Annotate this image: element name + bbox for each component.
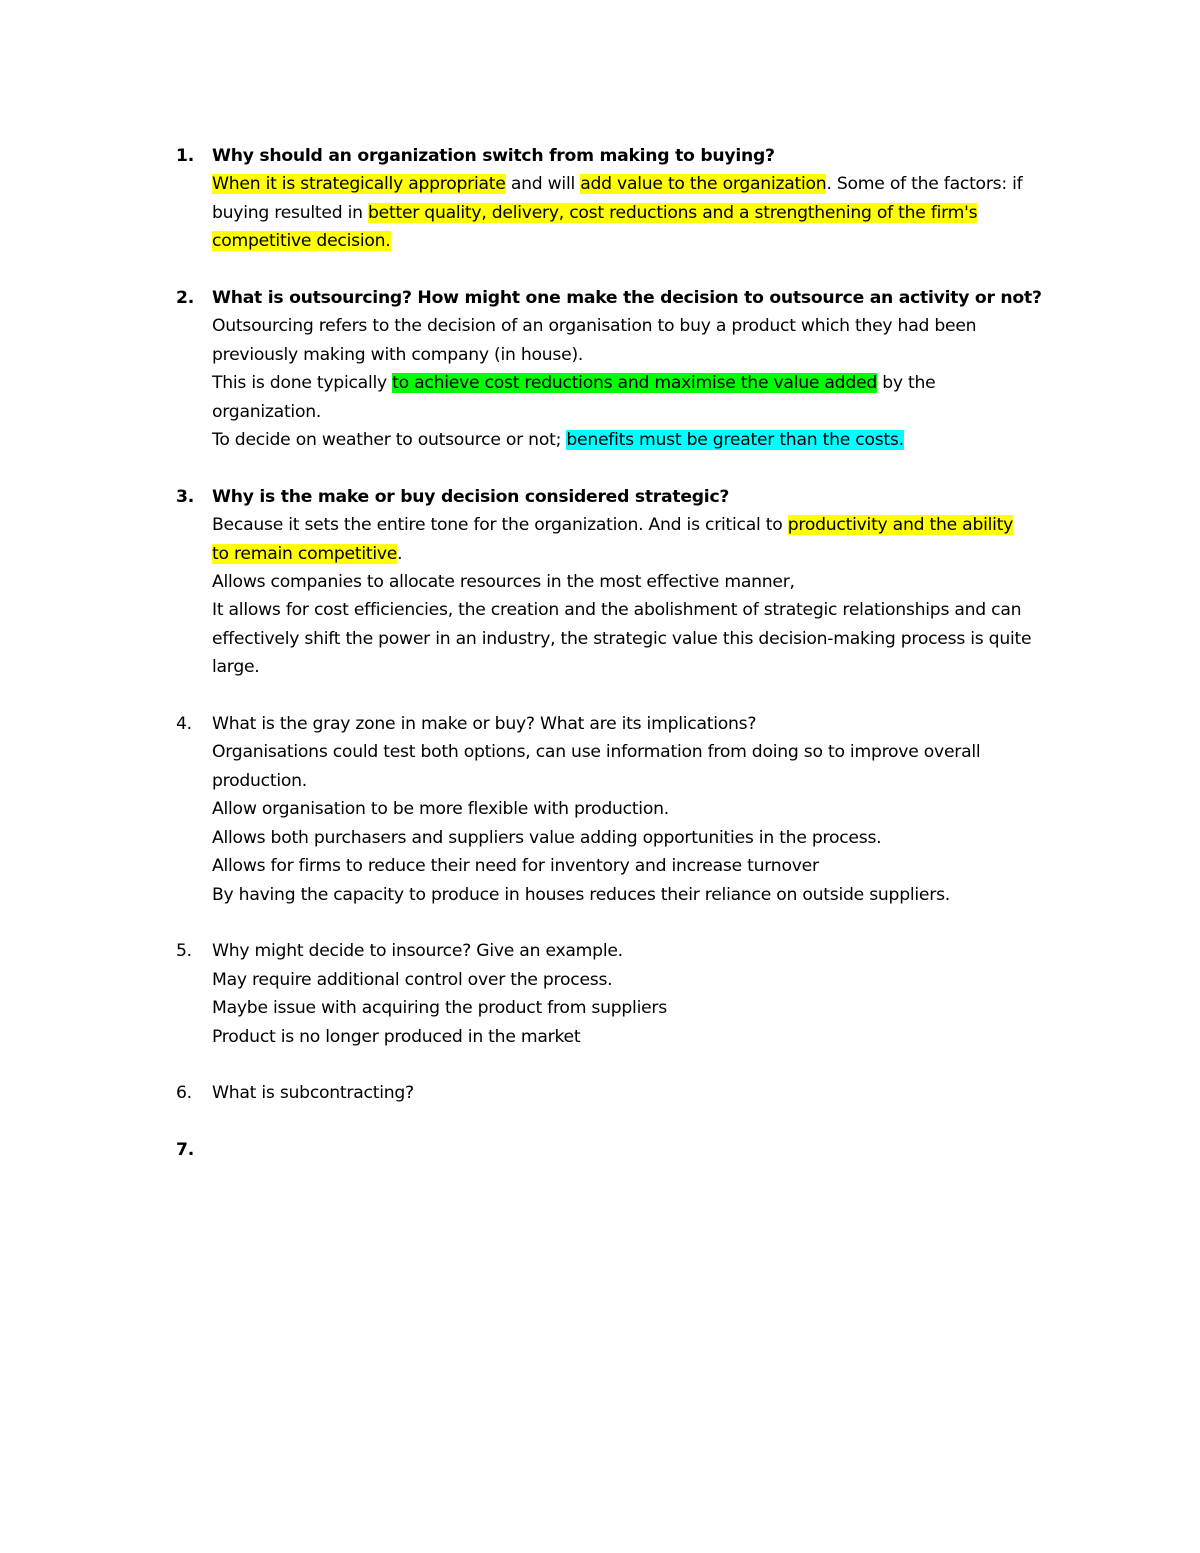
question-item-7 xyxy=(176,1136,1076,1164)
question-number: 7. xyxy=(176,1140,194,1161)
question-number: 4. xyxy=(176,714,192,735)
highlighted-text: productivity and the ability xyxy=(787,515,1014,536)
highlighted-text: to remain competitive xyxy=(212,543,398,564)
highlighted-text: When it is strategically appropriate xyxy=(212,174,506,195)
highlighted-text: better quality, delivery, cost reductions and a strengthening of the firm's xyxy=(367,202,978,223)
answer-line xyxy=(212,227,1076,255)
answer-line xyxy=(212,653,1076,681)
answer-line: Product is no longer produced in the market xyxy=(212,1026,581,1047)
answer-line xyxy=(212,426,1076,454)
answer-line: Organisations could test both options, can use information from doing so to improve overall xyxy=(212,742,981,763)
answer-line xyxy=(212,568,1076,596)
question-text: What is subcontracting? xyxy=(212,1083,414,1104)
question-number: 5. xyxy=(176,941,192,962)
highlighted-text: add value to the organization xyxy=(580,174,827,195)
answer-text: Because it sets the entire tone for the organization. And is critical to xyxy=(212,515,788,536)
question-item-1 xyxy=(176,142,1076,256)
answer-text: Outsourcing refers to the decision of an organisation to buy a product which they had been xyxy=(212,316,977,337)
question-number: 2. xyxy=(176,288,194,309)
question-item-3 xyxy=(176,483,1076,682)
answer-line: Allows for firms to reduce their need for inventory and increase turnover xyxy=(212,856,819,877)
question-text: Why should an organization switch from making to buying? xyxy=(212,146,775,166)
answer-text: organization. xyxy=(212,401,322,422)
answer-text: To decide on weather to outsource or not; xyxy=(212,430,567,451)
question-text: What is the gray zone in make or buy? What are its implications? xyxy=(212,714,757,735)
question-text: Why might decide to insource? Give an example. xyxy=(212,941,623,962)
answer-line xyxy=(212,312,1076,340)
answer-text: effectively shift the power in an industry, the strategic value this decision-making process is quite xyxy=(212,628,1032,649)
answer-text: previously making with company (in house). xyxy=(212,344,584,365)
answer-line: May require additional control over the process. xyxy=(212,969,613,990)
answer-line xyxy=(212,398,1076,426)
answer-line xyxy=(212,625,1076,653)
question-item-4 xyxy=(176,710,1076,909)
answer-line: Allows both purchasers and suppliers value adding opportunities in the process. xyxy=(212,827,882,848)
question-number: 3. xyxy=(176,486,194,507)
answer-text: This is done typically xyxy=(212,373,393,394)
answer-text: Allows companies to allocate resources in the most effective manner, xyxy=(212,572,795,593)
question-item-6 xyxy=(176,1079,1076,1107)
highlighted-text: competitive decision. xyxy=(212,231,391,252)
answer-line xyxy=(212,170,1076,198)
answer-line xyxy=(212,199,1076,227)
answer-line: Maybe issue with acquiring the product from suppliers xyxy=(212,998,667,1019)
question-text: What is outsourcing? How might one make the decision to outsource an activity or not? xyxy=(212,288,1042,309)
question-item-5 xyxy=(176,937,1076,1051)
highlighted-text: to achieve cost reductions and maximise the value added xyxy=(392,373,877,394)
answer-text: buying resulted in xyxy=(212,202,368,223)
answer-text: . Some of the factors: if xyxy=(826,174,1023,195)
answer-line: Allow organisation to be more flexible with production. xyxy=(212,799,669,820)
answer-line: production. xyxy=(212,770,308,791)
question-text: Why is the make or buy decision considered strategic? xyxy=(212,486,730,507)
answer-line xyxy=(212,369,1076,397)
answer-line xyxy=(212,341,1076,369)
answer-text: by the xyxy=(877,373,936,394)
answer-line xyxy=(212,540,1076,568)
question-list xyxy=(176,142,1076,1193)
answer-text: and will xyxy=(505,174,581,195)
question-number: 6. xyxy=(176,1083,192,1104)
answer-line xyxy=(212,511,1076,539)
answer-text: . xyxy=(397,543,403,564)
answer-text: large. xyxy=(212,657,260,678)
answer-text: It allows for cost efficiencies, the creation and the abolishment of strategic relationships and can xyxy=(212,600,1022,621)
answer-line: By having the capacity to produce in houses reduces their reliance on outside suppliers. xyxy=(212,884,950,905)
question-number: 1. xyxy=(176,146,194,166)
answer-line xyxy=(212,596,1076,624)
highlighted-text: benefits must be greater than the costs. xyxy=(566,430,904,451)
question-item-2 xyxy=(176,284,1076,454)
